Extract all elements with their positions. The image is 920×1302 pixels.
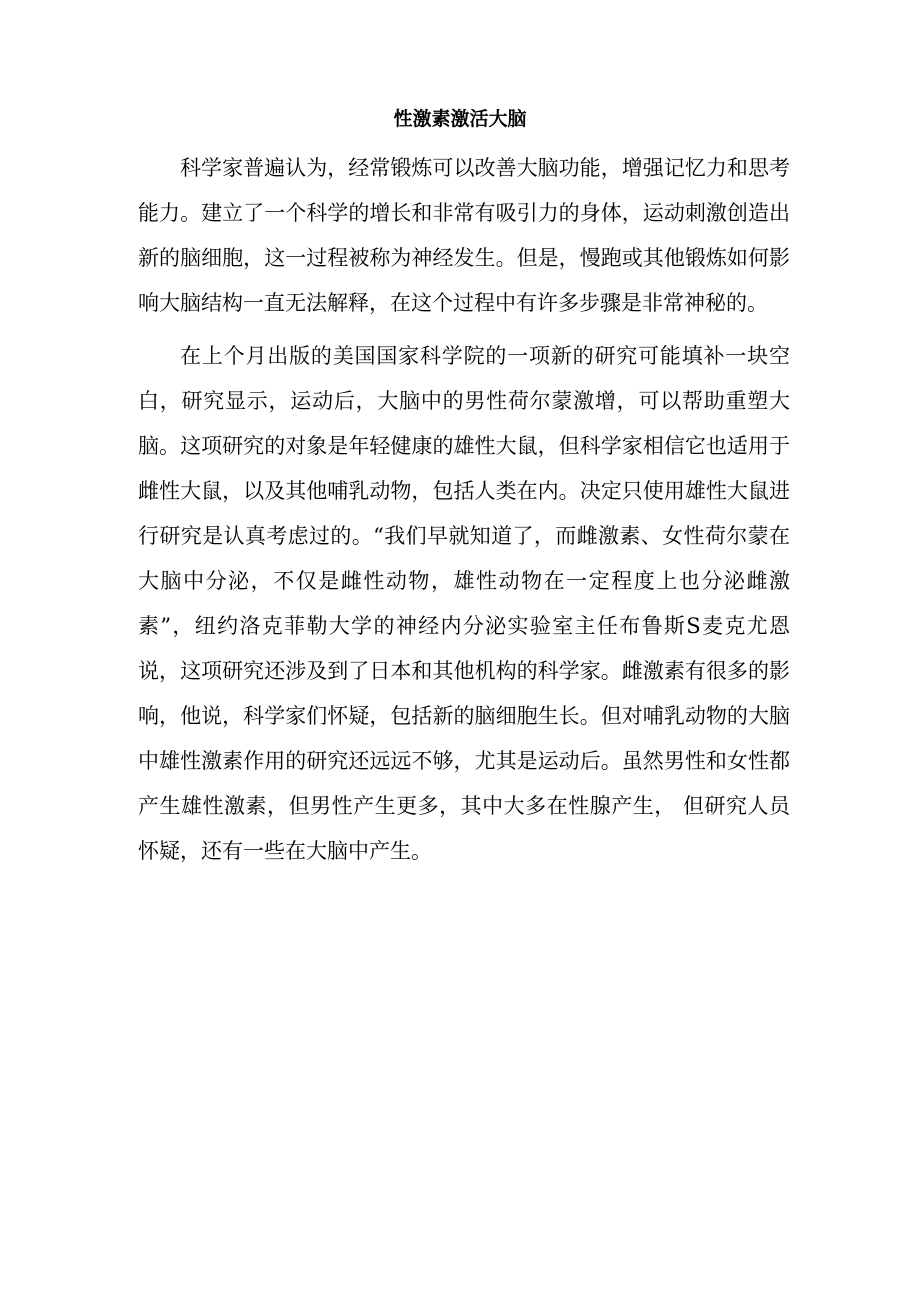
document-title: 性激素激活大脑 [393,108,527,130]
paragraph-1: 科学家普遍认为，经常锻炼可以改善大脑功能，增强记忆力和思考能力。建立了一个科学的增长和非常有吸引力的身体，运动刺激创造出新的脑细胞，这一过程被称为神经发生。但是，慢跑或其他锻炼如何影响大脑结构一直无法解释，在这个过程中有许多步骤是非常神秘的。 [138,156,790,315]
paragraph-2: 在上个月出版的美国国家科学院的一项新的研究可能填补一块空白，研究显示，运动后，大脑中的男性荷尔蒙激增，可以帮助重塑大脑。这项研究的对象是年轻健康的雄性大鼠，但科学家相信它也适用于雌性大鼠，以及其他哺乳动物，包括人类在内。决定只使用雄性大鼠进行研究是认真考虑过的。“我们早就知道了，而雌激素、女性荷尔蒙在大脑中分泌，不仅是雌性动物，雄性动物在一定程度上也分泌雌激素”，纽约洛克菲勒大学的神经内分泌实验室主任布鲁斯S麦克尤恩说，这项研究还涉及到了日本和其他机构的科学家。雌激素有很多的影响，他说，科学家们怀疑，包括新的脑细胞生长。但对哺乳动物的大脑中雄性激素作用的研究还远远不够，尤其是运动后。虽然男性和女性都产生雄性激素，但男性产生更多，其中大多在性腺产生， 但研究人员怀疑，还有一些在大脑中产生。 [138,344,790,863]
document-body [138,146,790,874]
